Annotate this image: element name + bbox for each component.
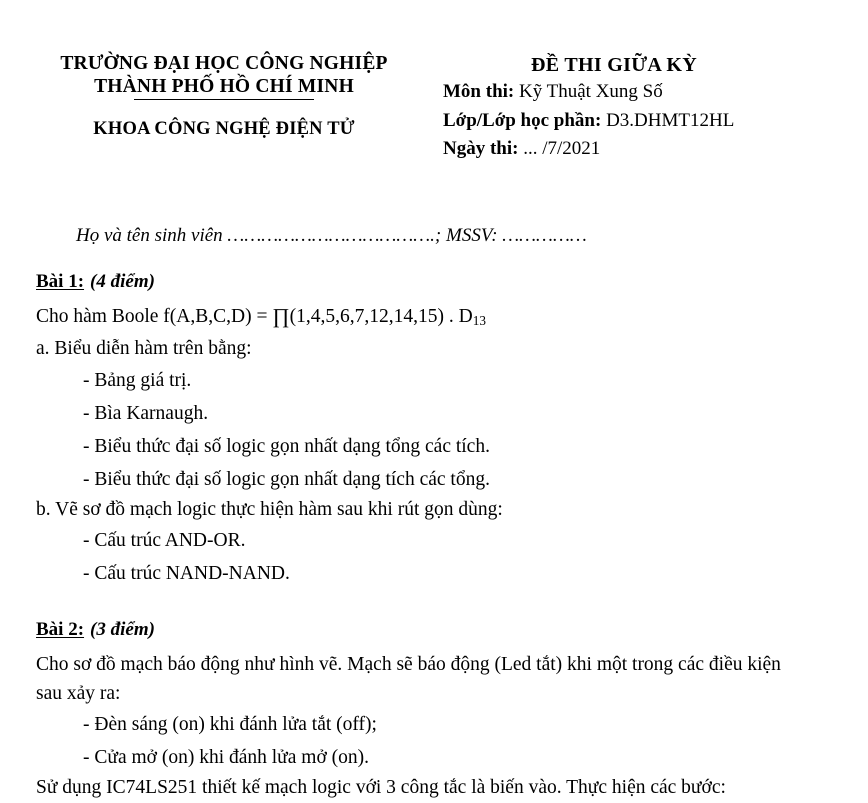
exam-class-row bbox=[434, 107, 854, 136]
question-2-condition-item: - Đèn sáng (on) khi đánh lửa tắt (off); bbox=[83, 714, 377, 736]
question-1-part-a-item: - Biểu thức đại số logic gọn nhất dạng tích các tổng. bbox=[83, 468, 490, 490]
document-body bbox=[0, 268, 868, 803]
school-name-underline bbox=[134, 99, 314, 100]
product-operator-symbol: ∏ bbox=[272, 304, 290, 328]
exam-title: ĐỀ THI GIỮA KỲ bbox=[531, 54, 697, 76]
student-name-and-id-line: Họ và tên sinh viên ……………………………….; MSSV: …………… bbox=[76, 225, 587, 246]
question-1-label: Bài 1: bbox=[36, 271, 85, 292]
faculty-name: KHOA CÔNG NGHỆ ĐIỆN TỬ bbox=[93, 119, 355, 139]
question-1-part-b-item: - Cấu trúc AND-OR. bbox=[83, 530, 246, 552]
question-1-points: (4 điểm) bbox=[90, 271, 155, 292]
exam-date-label: Ngày thi: bbox=[443, 138, 519, 159]
question-1-part-a-item: - Bìa Karnaugh. bbox=[83, 402, 209, 424]
question-2-condition-item: - Cửa mở (on) khi đánh lửa mở (on). bbox=[83, 747, 369, 769]
question-2-label: Bài 2: bbox=[36, 619, 85, 641]
exam-info-block bbox=[434, 52, 854, 164]
school-name-line-2: THÀNH PHỐ HỒ CHÍ MINH bbox=[94, 76, 354, 97]
exam-subject-label: Môn thi: bbox=[443, 81, 515, 102]
exam-subject-value: Kỹ Thuật Xung Số bbox=[519, 81, 663, 102]
question-1-part-a-heading: a. Biểu diễn hàm trên bằng: bbox=[36, 338, 252, 360]
function-expression-prefix: Cho hàm Boole f(A,B,C,D) = bbox=[36, 306, 273, 327]
exam-class-value: D3.DHMT12HL bbox=[606, 109, 735, 131]
question-1-heading bbox=[36, 268, 868, 296]
school-name-line-1: TRƯỜNG ĐẠI HỌC CÔNG NGHIỆP bbox=[60, 53, 388, 74]
question-1-part-a-item: - Bảng giá trị. bbox=[83, 369, 192, 391]
exam-subject-row bbox=[434, 78, 854, 107]
question-2-paragraph: Cho sơ đồ mạch báo động như hình vẽ. Mạch sẽ báo động (Led tắt) khi một trong các điều kiện sau xảy ra: bbox=[36, 654, 781, 704]
exam-class-label: Lớp/Lớp học phần: bbox=[443, 109, 602, 131]
school-identity-block bbox=[14, 52, 434, 140]
function-expression-subscript: 13 bbox=[472, 312, 486, 328]
question-1-function-expression bbox=[36, 303, 868, 335]
question-2-points: (3 điểm) bbox=[90, 619, 155, 641]
exam-date-value: ... /7/2021 bbox=[523, 138, 601, 159]
document-header bbox=[0, 0, 868, 200]
question-2-closing-instruction: Sử dụng IC74LS251 thiết kế mạch logic với 3 công tắc là biến vào. Thực hiện các bước: bbox=[36, 777, 726, 799]
question-1-part-b-item: - Cấu trúc NAND-NAND. bbox=[83, 563, 290, 585]
question-2-heading bbox=[36, 616, 868, 644]
exam-date-row bbox=[434, 135, 854, 164]
question-1-part-a-item: - Biểu thức đại số logic gọn nhất dạng tổng các tích. bbox=[83, 435, 490, 457]
question-1-part-b-heading: b. Vẽ sơ đồ mạch logic thực hiện hàm sau khi rút gọn dùng: bbox=[36, 498, 503, 520]
function-expression-minterms: (1,4,5,6,7,12,14,15) . D bbox=[289, 306, 473, 327]
